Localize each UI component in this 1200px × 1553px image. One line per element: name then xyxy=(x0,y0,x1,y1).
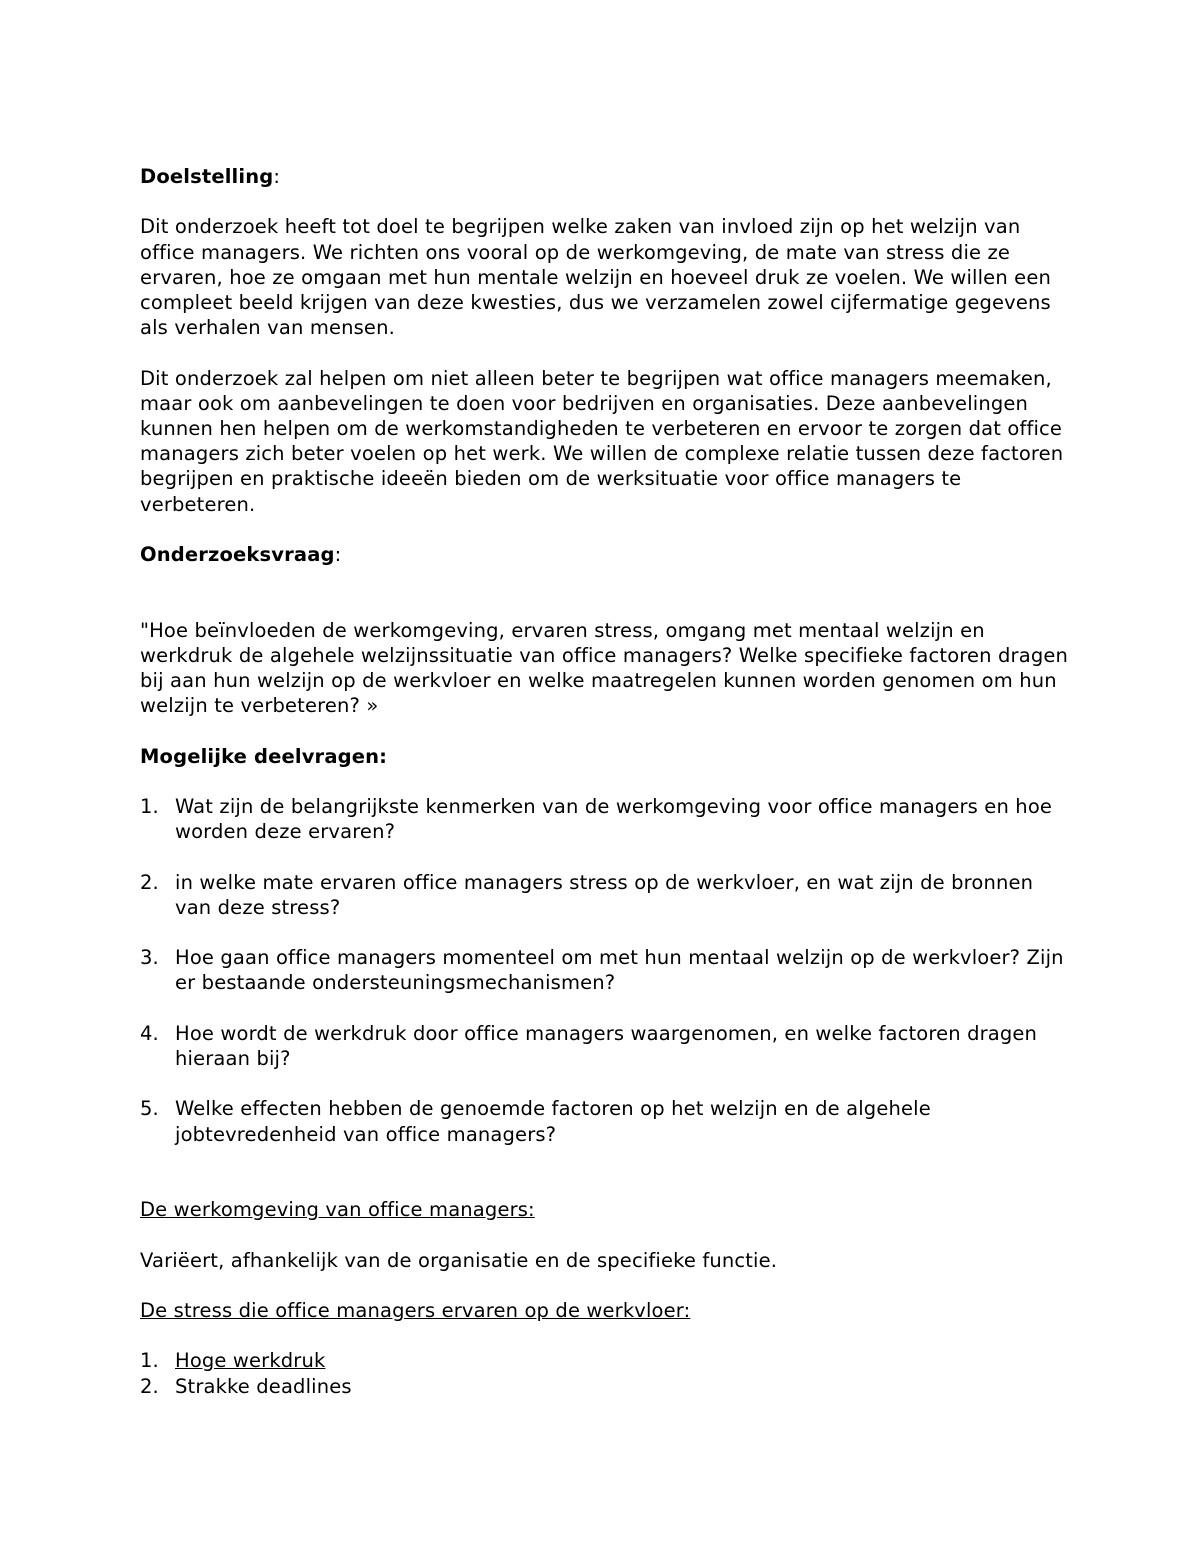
list-item xyxy=(140,1348,1070,1373)
list-text: Hoe gaan office managers momenteel om met hun mentaal welzijn op de werkvloer? Zijn er bestaande ondersteuningsmechanismen? xyxy=(175,946,1064,995)
list-text: Hoe wordt de werkdruk door office managers waargenomen, en welke factoren dragen hieraan bij? xyxy=(175,1021,1038,1070)
doelstelling-heading: Doelstelling xyxy=(140,165,274,188)
onderzoeksvraag-heading-line xyxy=(140,542,1070,567)
list-number: 4. xyxy=(140,1021,159,1045)
list-item xyxy=(140,870,1070,920)
werkomgeving-heading: De werkomgeving van office managers: xyxy=(140,1198,535,1222)
onderzoeksvraag-question: "Hoe beïnvloeden de werkomgeving, ervaren stress, omgang met mentaal welzijn en werkdruk de algehele welzijnssituatie van office managers? Welke specifieke factoren dragen bij aan hun welzijn op de werkvloer en welke maatregelen kunnen worden genomen om hun welzijn te verbeteren? » xyxy=(140,618,1068,718)
document-body xyxy=(140,164,1070,1399)
list-item xyxy=(140,1096,1070,1146)
deelvragen-heading: Mogelijke deelvragen: xyxy=(140,744,388,768)
list-number: 1. xyxy=(140,794,159,818)
doelstelling-paragraph-2: Dit onderzoek zal helpen om niet alleen beter te begrijpen wat office managers meemaken, maar ook om aanbevelingen te doen voor bedrijven en organisaties. Deze aanbevelingen kunnen hen helpen om de werkomstandigheden te verbeteren en ervoor te zorgen dat office managers zich beter voelen op het werk. We willen de complexe relatie tussen deze factoren begrijpen en praktische ideeën bieden om de werksituatie voor office managers te verbeteren. xyxy=(140,366,1064,516)
list-text: Welke effecten hebben de genoemde factoren op het welzijn en de algehele jobtevredenheid van office managers? xyxy=(175,1097,931,1146)
list-number: 2. xyxy=(140,870,159,894)
list-text: Strakke deadlines xyxy=(175,1374,352,1398)
doelstelling-colon: : xyxy=(273,165,281,188)
list-number: 3. xyxy=(140,946,159,970)
doelstelling-paragraph-1: Dit onderzoek heeft tot doel te begrijpen welke zaken van invloed zijn op het welzijn van office managers. We richten ons vooral op de werkomgeving, de mate van stress die ze ervaren, hoe ze omgaan met hun mentale welzijn en hoeveel druk ze voelen. We willen een compleet beeld krijgen van deze kwesties, dus we verzamelen zowel cijfermatige gegevens als verhalen van mensen. xyxy=(140,215,1051,340)
onderzoeksvraag-heading: Onderzoeksvraag xyxy=(140,543,335,566)
stress-heading: De stress die office managers ervaren op de werkvloer: xyxy=(140,1298,691,1322)
list-item xyxy=(140,794,1070,844)
list-text: in welke mate ervaren office managers stress op de werkvloer, en wat zijn de bronnen van deze stress? xyxy=(175,870,1034,919)
list-item xyxy=(140,945,1070,995)
list-number: 5. xyxy=(140,1097,159,1121)
deelvragen-list xyxy=(140,794,1070,1147)
stress-list xyxy=(140,1348,1070,1398)
list-text: Wat zijn de belangrijkste kenmerken van de werkomgeving voor office managers en hoe worden deze ervaren? xyxy=(175,794,1053,844)
list-item xyxy=(140,1021,1070,1071)
doelstelling-heading-line xyxy=(140,164,1070,189)
list-number: 2. xyxy=(140,1374,159,1398)
onderzoeksvraag-colon: : xyxy=(334,543,342,566)
list-text: Hoge werkdruk xyxy=(175,1349,326,1373)
list-item xyxy=(140,1374,1070,1399)
list-number: 1. xyxy=(140,1349,159,1373)
werkomgeving-text: Variëert, afhankelijk van de organisatie en de specifieke functie. xyxy=(140,1248,778,1272)
